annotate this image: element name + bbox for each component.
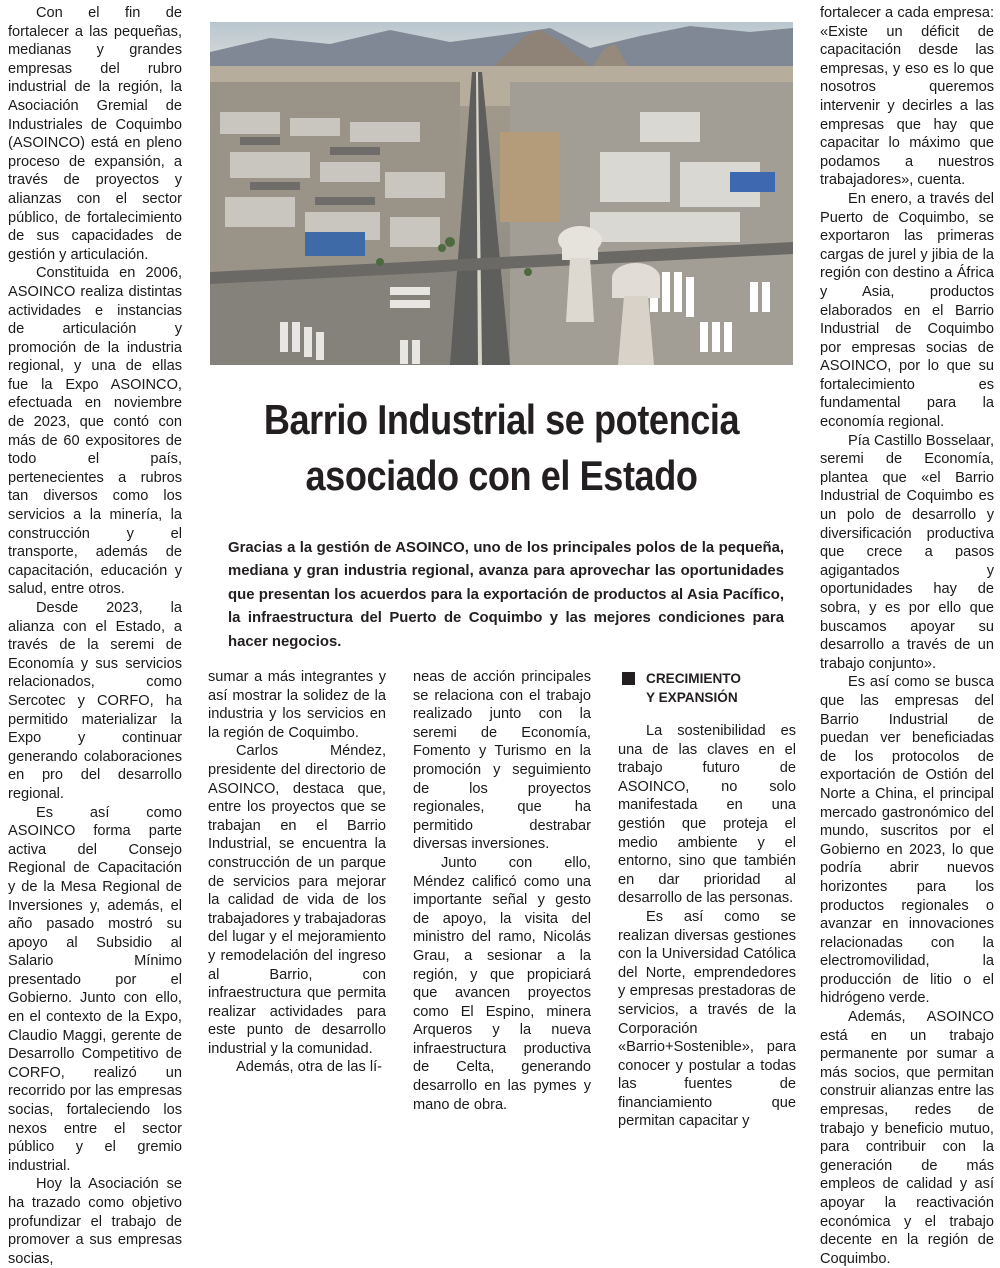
paragraph: Es así como se busca que las empresas del Barrio Industrial de puedan ver beneficiadas de los protocolos de exportación de Ostión del Norte a China, el principal mercado gastronómico del mundo, suscritos por el Gobierno en 2023, lo que podría abrir nuevos horizontes para los productos regionales o avanzar en innovaciones relacionadas con la electromovilidad, la producción de litio o el hidrógeno verde. [820,674,994,1007]
paragraph: La sostenibilidad es una de las claves en el trabajo futuro de ASOINCO, no solo manifestada en una gestión que proteja el medio ambiente y el entorno, sino que también en dar prioridad al desarrollo de las personas. [618,723,796,907]
headline [251,392,752,504]
article-column-3 [413,668,591,1114]
paragraph: Hoy la Asociación se ha trazado como objetivo profundizar el trabajo de promover a sus empresas socias, [8,1176,182,1267]
paragraph: Pía Castillo Bosselaar, seremi de Economía, plantea que «el Barrio Industrial de Coquimbo es un polo de desarrollo y diversificación productiva que crece a pasos agigantados y oportunidades hay de sobra, y es por ello que buscamos apoyar su desarrollo a través de un trabajo conjunto». [820,432,995,672]
paragraph: sumar a más integrantes y así mostrar la solidez de la industria y los servicios en la región de Coquimbo. [208,669,386,741]
aerial-photo-industrial-district [210,22,793,365]
paragraph: Es así como se realizan diversas gestiones con la Universidad Católica del Norte, emprendedores y empresas prestadoras de servicios, a través de la Corporación «Barrio+Sostenible», para conocer y postular a todas las fuentes de financiamiento que permitan capacitar y [618,908,796,1130]
subhead-line-2: Y EXPANSIÓN [646,689,738,705]
paragraph: neas de acción principales se relaciona con el trabajo realizado junto con la seremi de Economía, Fomento y Turismo en la promoción y seguimiento de los proyectos regionales, que ha permitido destrabar diversas inversiones. [413,669,591,853]
subhead-line-1: CRECIMIENTO [646,671,741,686]
paragraph: Además, otra de las lí- [236,1059,383,1076]
article-column-4 [618,722,796,1131]
article-column-5 [820,4,994,1268]
article-deck: Gracias a la gestión de ASOINCO, uno de los principales polos de la pequeña, mediana y gran industria regional, avanza para aprovechar las oportunidades que presentan los acuerdos para la exportación de productos al Asia Pacífico, la infraestructura del Puerto de Coquimbo y las mejores condiciones para hacer negocios. [228,540,784,650]
paragraph: Carlos Méndez, presidente del directorio de ASOINCO, destaca que, entre los proyectos que se trabajan en el Barrio Industrial, se encuentra la construcción de un parque de servicios para mejorar la calidad de vida de los trabajadores y trabajadoras del lugar y el mejoramiento y remodelación del ingreso al Barrio, con infraestructura que permita realizar actividades para este punto de desarrollo industrial y la comunidad. [208,743,386,1057]
section-subhead [622,670,792,707]
paragraph: Junto con ello, Méndez calificó como una importante señal y gesto de apoyo, la visita del ministro del ramo, Nicolás Grau, a sesionar a la región, y que propiciará que avancen proyectos como El Espino, minera Arqueros y la nueva infraestructura productiva de Celta, generando desarrollo en las pymes y mano de obra. [413,854,591,1113]
paragraph: Es así como ASOINCO forma parte activa del Consejo Regional de Capacitación y de la Mesa Regional de Inversiones y, además, el año pasado mostró su apoyo al Subsidio al Salario Mínimo presentado por el Gobierno. Junto con ello, en el contexto de la Expo, Claudio Maggi, gerente de Desarrollo Competitivo de CORFO, realizó un recorrido por las empresas socias, fortaleciendo los nexos entre el sector público y el gremio industrial. [8,804,182,1174]
paragraph: Además, ASOINCO está en un trabajo permanente por sumar a más socios, que permitan construir alianzas entre las empresas, redes de trabajo y beneficio mutuo, para contribuir con la generación de más empleos de calidad y así apoyar la reactivación económica y el trabajo decente en la región de Coquimbo. [820,1009,994,1267]
square-bullet-icon [622,672,635,685]
article-column-1 [8,4,182,1268]
headline-line-1: Barrio Industrial se potencia [263,396,740,443]
paragraph: En enero, a través del Puerto de Coquimbo, se exportaron las primeras cargas de jurel y jibia de la región con destino a África y Asia, productos elaborados en el Barrio Industrial de Coquimbo por empresas socias de ASOINCO, por lo que su fortalecimiento es fundamental para la economía regional. [820,190,994,431]
headline-line-2: asociado con el Estado [305,452,698,499]
aerial-photo-illustration [210,22,793,365]
paragraph: Constituida en 2006, ASOINCO realiza distintas actividades e instancias de articulación y promoción de la industria regional, y una de ellas fue la Expo ASOINCO, efectuada en noviembre de 2023, que contó con más de 60 expositores de todo el país, pertenecientes a rubros tan diversos como los servicios a la minería, la construcción y el transporte, además de capacitación, educación y salud, entre otros. [8,265,182,598]
paragraph: fortalecer a cada empresa: «Existe un déficit de capacitación desde las empresas, y eso es lo que nosotros queremos intervenir y decirles a las empresas que hay que capacitar lo máximo que podamos a nuestros trabajadores», cuenta. [820,5,994,189]
paragraph: Con el fin de fortalecer a las pequeñas, medianas y grandes empresas del rubro industrial de la región, la Asociación Gremial de Industriales de Coquimbo (ASOINCO) está en pleno proceso de expansión, a través de proyectos y alianzas con el sector público, de fortalecimiento de sus capacidades de gestión y articulación. [8,5,182,263]
paragraph: Desde 2023, la alianza con el Estado, a través de la seremi de Economía y sus servicios relacionados, como Sercotec y CORFO, ha permitido materializar la Expo y continuar generando colaboraciones en pro del desarrollo regional. [8,600,182,802]
article-column-2 [208,668,386,1077]
